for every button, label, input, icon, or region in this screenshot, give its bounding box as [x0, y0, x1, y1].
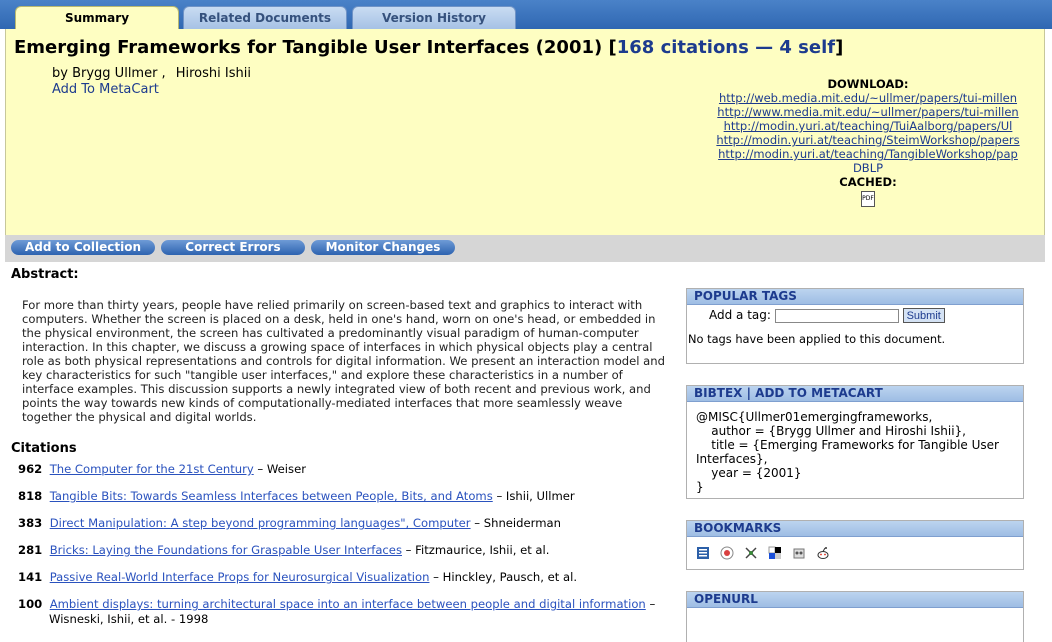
citation-row [18, 462, 306, 476]
add-to-metacart-link[interactable]: Add To MetaCart [52, 82, 159, 97]
abstract-heading: Abstract: [11, 267, 79, 282]
download-link-2[interactable]: http://www.media.mit.edu/~ullmer/papers/tui-millen [717, 105, 1019, 119]
bibtex-heading [687, 386, 1023, 402]
reddit-icon[interactable] [816, 546, 830, 560]
citation-row [18, 597, 655, 611]
citation-authors-continued: Wisneski, Ishii, et al. - 1998 [49, 612, 209, 626]
download-link-1[interactable]: http://web.media.mit.edu/~ullmer/papers/tui-millen [718, 91, 1018, 105]
bibtex-link[interactable]: BIBTEX [694, 386, 743, 400]
delicious-icon[interactable] [696, 546, 710, 560]
citation-count: 281 [18, 543, 43, 557]
add-tag-row [709, 308, 945, 323]
citation-count: 962 [18, 462, 43, 476]
download-label: DOWNLOAD: [827, 77, 909, 91]
citation-authors: – Shneiderman [474, 516, 561, 530]
bibtex-line: title = {Emerging Frameworks for Tangible User [696, 438, 999, 452]
add-tag-label: Add a tag: [709, 308, 771, 322]
citation-row [18, 570, 577, 584]
by-label: by [52, 66, 68, 81]
citation-title-link[interactable]: Ambient displays: turning architectural space into an interface between people and digital information [49, 597, 646, 611]
tag-input[interactable] [775, 309, 899, 323]
citation-title-link[interactable]: Bricks: Laying the Foundations for Graspable User Interfaces [49, 543, 402, 557]
citation-row [18, 543, 549, 557]
popular-tags-panel [686, 288, 1024, 364]
bookmark-icons [696, 542, 835, 561]
bibtex-heading-separator: | [746, 386, 751, 400]
citation-row [18, 489, 575, 503]
action-bar [5, 235, 1045, 262]
bibtex-line: year = {2001} [696, 466, 802, 480]
paper-title: Emerging Frameworks for Tangible User Interfaces (2001) [14, 37, 603, 58]
citation-title-link[interactable]: Direct Manipulation: A step beyond programming languages", Computer [49, 516, 471, 530]
citeulike-icon[interactable] [720, 546, 734, 560]
digg-icon[interactable] [792, 546, 806, 560]
delicious-square-icon[interactable] [768, 546, 782, 560]
author-1: Brygg Ullmer [72, 66, 158, 81]
download-link-3[interactable]: http://modin.yuri.at/teaching/TuiAalborg/papers/Ul [723, 119, 1013, 133]
author-list [52, 66, 251, 81]
openurl-panel [686, 591, 1024, 642]
citation-authors: – Ishii, Ullmer [496, 489, 575, 503]
citations-count-link[interactable]: 168 citations — 4 self [616, 37, 836, 58]
bookmarks-panel [686, 520, 1024, 570]
citation-title-link[interactable]: The Computer for the 21st Century [49, 462, 254, 476]
submit-tag-button[interactable]: Submit [903, 308, 945, 323]
citation-count: 818 [18, 489, 43, 503]
no-tags-note: No tags have been applied to this document. [688, 332, 946, 346]
monitor-changes-button[interactable]: Monitor Changes [311, 240, 455, 255]
author-separator: , [161, 66, 166, 81]
bibtex-entry [696, 410, 999, 494]
bibtex-panel [686, 385, 1024, 499]
bookmarks-heading: BOOKMARKS [687, 521, 1023, 537]
citation-count: 141 [18, 570, 43, 584]
tab-version-history[interactable]: Version History [352, 6, 516, 30]
download-link-5[interactable]: http://modin.yuri.at/teaching/TangibleWorkshop/pap [718, 147, 1018, 161]
bibtex-add-to-metacart-link[interactable]: ADD TO METACART [755, 386, 883, 400]
citation-title-link[interactable]: Passive Real-World Interface Props for Neurosurgical Visualization [49, 570, 430, 584]
add-to-collection-button[interactable]: Add to Collection [11, 240, 155, 255]
bibtex-line: author = {Brygg Ullmer and Hiroshi Ishii}, [696, 424, 966, 438]
citation-count: 383 [18, 516, 43, 530]
openurl-heading: OPENURL [687, 592, 1023, 608]
page-title: Emerging Frameworks for Tangible User Interfaces (2001) [168 citations — 4 self] [14, 37, 844, 58]
citation-authors: – [649, 597, 656, 611]
citation-title-link[interactable]: Tangible Bits: Towards Seamless Interfaces between People, Bits, and Atoms [49, 489, 493, 503]
download-link-4[interactable]: http://modin.yuri.at/teaching/SteimWorkshop/papers [716, 133, 1020, 147]
connotea-icon[interactable] [744, 546, 758, 560]
citation-authors: – Fitzmaurice, Ishii, et al. [405, 543, 550, 557]
author-2: Hiroshi Ishii [175, 66, 251, 81]
citation-count: 100 [18, 597, 43, 611]
cached-label: CACHED: [839, 175, 897, 189]
bibtex-line: @MISC{Ullmer01emergingframeworks, [696, 410, 933, 424]
pdf-icon[interactable]: PDF [861, 191, 875, 207]
dblp-link[interactable]: DBLP [852, 161, 884, 175]
citation-authors: – Weiser [257, 462, 306, 476]
bibtex-line: } [696, 480, 704, 494]
correct-errors-button[interactable]: Correct Errors [161, 240, 305, 255]
citation-authors: – Hinckley, Pausch, et al. [433, 570, 578, 584]
citation-row [18, 516, 561, 530]
tab-related-documents[interactable]: Related Documents [183, 6, 347, 30]
citations-heading: Citations [11, 441, 77, 456]
download-panel [706, 77, 1030, 207]
summary-header [5, 29, 1045, 235]
bibtex-line: Interfaces}, [696, 452, 768, 466]
popular-tags-heading: POPULAR TAGS [687, 289, 1023, 305]
abstract-text: For more than thirty years, people have relied primarily on screen-based text and graphics to interact with computers. Whether the screen is placed on a desk, held in one's hand, worn on one's head, or embedded in the physical environment, the screen has cultivated a predominantly visual paradigm of human-computer interaction. In this chapter, we discuss a growing space of interfaces in which physical objects play a central role as both physical representations and controls for digital information. We present an interaction model and key characteristics for such "tangible user interfaces," and explore these characteristics in a number of interface examples. This discussion supports a newly integrated view of both recent and previous work, and points the way towards new kinds of computationally-mediated interfaces that more seamlessly weave together the physical and digital worlds. [22, 298, 665, 424]
tab-summary[interactable]: Summary [15, 6, 179, 30]
